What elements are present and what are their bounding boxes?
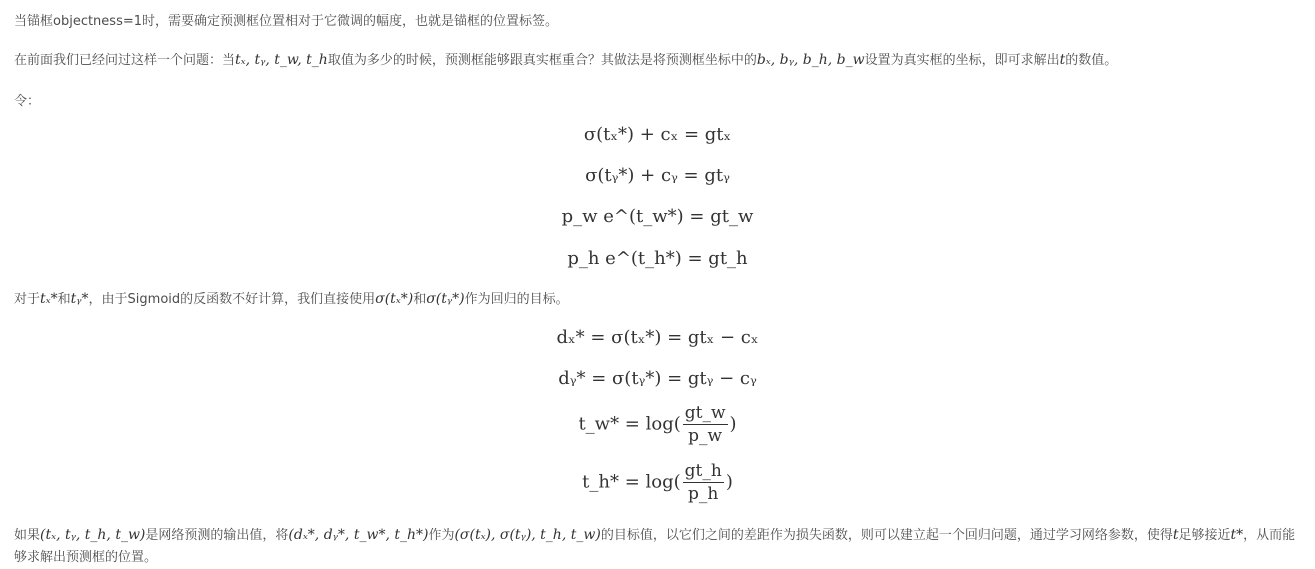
text-segment: 对于 [14,292,41,307]
math-inline: bₓ, bᵧ, b_h, b_w [756,52,865,68]
text-segment: 作为 [428,528,455,543]
math-inline: t [1059,52,1066,68]
text-segment: 和 [413,292,427,307]
text-segment: 的目标值，以它们之间的差距作为损失函数，则可以建立起一个回归问题，通过学习网络参数，使得 [600,528,1173,543]
math-inline: (tₓ, tᵧ, t_h, t_w) [40,527,146,543]
equation-rhs: ) [725,471,733,493]
equation-lhs: t_w* = log( [578,413,681,435]
math-inline: (dₓ*, dᵧ*, t_w*, t_h*) [288,527,429,543]
math-inline: t [1172,527,1179,543]
math-inline: t* [1230,527,1244,543]
text-segment: ，由于Sigmoid的反函数不好计算，我们直接使用 [88,292,376,307]
fraction [683,402,728,447]
paragraph-question [14,51,1117,70]
text-segment: 如果 [14,528,41,543]
equation-dx: dₓ* = σ(tₓ*) = gtₓ − cₓ [556,327,759,348]
math-inline: tₓ* [40,291,58,307]
math-inline: σ(tᵧ*) [426,291,465,307]
text-segment: 作为回归的目标。 [464,292,569,307]
paragraph-objectness-intro: 当锚框objectness=1时，需要确定预测框位置相对于它微调的幅度，也就是锚框的位置标签。 [14,14,559,29]
math-inline: (σ(tₓ), σ(tᵧ), t_h, t_w) [454,527,601,543]
text-segment: ，从而能够求解出预测框的位置。 [14,528,1296,565]
equation-tw-log [0,402,1315,447]
math-inline: σ(tₓ*) [375,291,414,307]
text-segment: 取值为多少的时候，预测框能够跟真实框重合？其做法是将预测框坐标中的 [327,53,757,68]
equation-dy: dᵧ* = σ(tᵧ*) = gtᵧ − cᵧ [558,368,757,389]
equation-th-log [0,460,1315,505]
paragraph-let: 令： [14,94,41,109]
text-segment: 设置为真实框的坐标，即可求解出 [864,53,1060,68]
text-segment: 足够接近 [1178,528,1231,543]
paragraph-regression-conclusion [14,524,1304,569]
equation-lhs: t_h* = log( [582,471,681,493]
equation-y-sigmoid: σ(tᵧ*) + cᵧ = gtᵧ [585,165,730,186]
fraction-denominator: p_w [688,426,723,446]
paragraph-sigmoid-target [14,290,569,309]
text-segment: 和 [57,292,71,307]
fraction-denominator: p_h [688,484,719,504]
equation-rhs: ) [729,413,737,435]
text-segment: 的数值。 [1065,53,1118,68]
text-segment: 是网络预测的输出值，将 [145,528,289,543]
fraction [683,460,724,505]
equation-h-exp: p_h e^(t_h*) = gt_h [567,248,748,269]
math-inline: tₓ, tᵧ, t_w, t_h [235,52,328,68]
math-inline: tᵧ* [70,291,89,307]
equation-x-sigmoid: σ(tₓ*) + cₓ = gtₓ [583,124,732,145]
fraction-numerator: gt_h [684,461,722,481]
fraction-numerator: gt_w [684,403,726,423]
text-segment: 在前面我们已经问过这样一个问题：当 [14,53,236,68]
equation-w-exp: p_w e^(t_w*) = gt_w [561,206,754,227]
